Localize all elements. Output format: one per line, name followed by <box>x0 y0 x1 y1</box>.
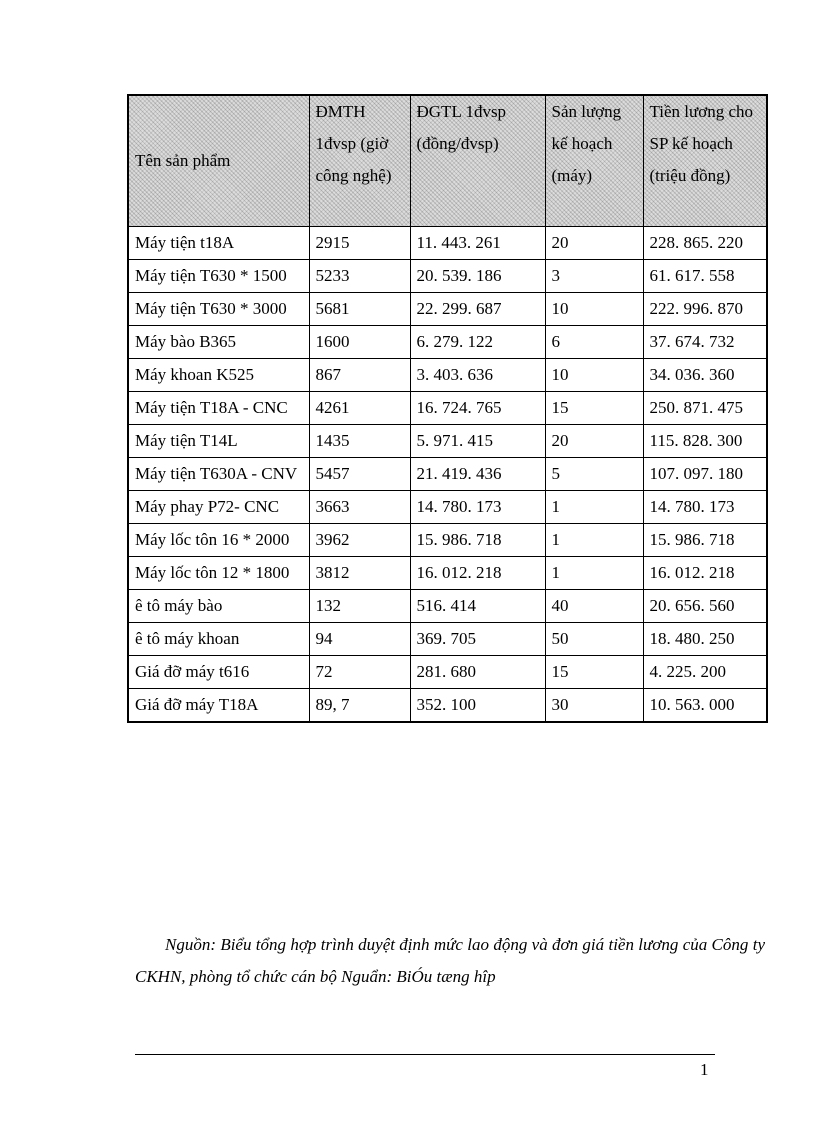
table-row <box>128 524 767 557</box>
cell-planned-wage: 34. 036. 360 <box>643 359 767 392</box>
cell-planned-wage: 4. 225. 200 <box>643 656 767 689</box>
cell-product-name: Máy lốc tôn 16 * 2000 <box>128 524 309 557</box>
cell-planned-wage: 14. 780. 173 <box>643 491 767 524</box>
table-row <box>128 359 767 392</box>
table-row <box>128 293 767 326</box>
cell-unit-wage: 20. 539. 186 <box>410 260 545 293</box>
cell-planned-wage: 10. 563. 000 <box>643 689 767 723</box>
cell-product-name: ê tô máy khoan <box>128 623 309 656</box>
cell-planned-output: 15 <box>545 656 643 689</box>
cell-product-name: Máy tiện T630A - CNV <box>128 458 309 491</box>
cell-product-name: Máy tiện T18A - CNC <box>128 392 309 425</box>
cell-planned-output: 10 <box>545 359 643 392</box>
cell-planned-output: 1 <box>545 557 643 590</box>
cell-unit-wage: 352. 100 <box>410 689 545 723</box>
table-row <box>128 260 767 293</box>
cell-product-name: Máy khoan K525 <box>128 359 309 392</box>
cell-unit-wage: 5. 971. 415 <box>410 425 545 458</box>
cell-labor-norm: 3962 <box>309 524 410 557</box>
table-row <box>128 656 767 689</box>
cell-planned-output: 1 <box>545 491 643 524</box>
header-product-name: Tên sản phẩm <box>128 95 309 227</box>
cell-planned-wage: 222. 996. 870 <box>643 293 767 326</box>
cell-planned-output: 6 <box>545 326 643 359</box>
cell-planned-output: 20 <box>545 425 643 458</box>
cell-labor-norm: 132 <box>309 590 410 623</box>
cell-unit-wage: 21. 419. 436 <box>410 458 545 491</box>
cell-product-name: ê tô máy bào <box>128 590 309 623</box>
cell-labor-norm: 5233 <box>309 260 410 293</box>
page-number: 1 <box>700 1060 709 1079</box>
cell-product-name: Máy bào B365 <box>128 326 309 359</box>
cell-planned-wage: 107. 097. 180 <box>643 458 767 491</box>
cell-labor-norm: 3812 <box>309 557 410 590</box>
cell-product-name: Máy tiện T630 * 3000 <box>128 293 309 326</box>
cell-planned-wage: 61. 617. 558 <box>643 260 767 293</box>
cell-planned-output: 20 <box>545 227 643 260</box>
header-labor-norm: ĐMTH 1đvsp (giờ công nghệ) <box>309 95 410 227</box>
cell-planned-output: 30 <box>545 689 643 723</box>
cell-planned-output: 5 <box>545 458 643 491</box>
cell-planned-wage: 15. 986. 718 <box>643 524 767 557</box>
cell-planned-wage: 20. 656. 560 <box>643 590 767 623</box>
table-row <box>128 227 767 260</box>
table-row <box>128 326 767 359</box>
cell-unit-wage: 15. 986. 718 <box>410 524 545 557</box>
cell-labor-norm: 2915 <box>309 227 410 260</box>
cell-unit-wage: 22. 299. 687 <box>410 293 545 326</box>
cell-planned-wage: 37. 674. 732 <box>643 326 767 359</box>
footer-divider <box>135 1054 715 1055</box>
cell-product-name: Máy tiện t18A <box>128 227 309 260</box>
header-planned-output: Sản lượng kế hoạch (máy) <box>545 95 643 227</box>
cell-labor-norm: 5681 <box>309 293 410 326</box>
cell-unit-wage: 16. 012. 218 <box>410 557 545 590</box>
cell-labor-norm: 5457 <box>309 458 410 491</box>
wage-table-container <box>127 94 768 723</box>
table-row <box>128 689 767 723</box>
cell-labor-norm: 89, 7 <box>309 689 410 723</box>
source-note: Nguồn: Biểu tổng hợp trình duyệt định mức lao động và đơn giá tiền lương của Công ty CKHN, phòng tổ chức cán bộ Nguẩn: BiÓu tæng hîp <box>135 935 765 986</box>
table-row <box>128 623 767 656</box>
cell-planned-wage: 250. 871. 475 <box>643 392 767 425</box>
cell-unit-wage: 6. 279. 122 <box>410 326 545 359</box>
cell-planned-wage: 228. 865. 220 <box>643 227 767 260</box>
cell-unit-wage: 369. 705 <box>410 623 545 656</box>
table-row <box>128 590 767 623</box>
cell-planned-output: 50 <box>545 623 643 656</box>
cell-planned-output: 10 <box>545 293 643 326</box>
cell-labor-norm: 3663 <box>309 491 410 524</box>
cell-unit-wage: 16. 724. 765 <box>410 392 545 425</box>
cell-planned-wage: 115. 828. 300 <box>643 425 767 458</box>
cell-labor-norm: 867 <box>309 359 410 392</box>
table-row <box>128 392 767 425</box>
cell-unit-wage: 516. 414 <box>410 590 545 623</box>
table-body <box>128 227 767 723</box>
table-row <box>128 557 767 590</box>
table-row <box>128 491 767 524</box>
cell-product-name: Giá đỡ máy T18A <box>128 689 309 723</box>
cell-planned-output: 40 <box>545 590 643 623</box>
cell-labor-norm: 4261 <box>309 392 410 425</box>
cell-labor-norm: 1435 <box>309 425 410 458</box>
table-row <box>128 425 767 458</box>
table-header-row <box>128 95 767 227</box>
cell-planned-wage: 18. 480. 250 <box>643 623 767 656</box>
cell-product-name: Giá đỡ máy t616 <box>128 656 309 689</box>
table-row <box>128 458 767 491</box>
header-planned-wage: Tiền lương cho SP kế hoạch (triệu đồng) <box>643 95 767 227</box>
cell-planned-output: 3 <box>545 260 643 293</box>
cell-product-name: Máy lốc tôn 12 * 1800 <box>128 557 309 590</box>
cell-unit-wage: 3. 403. 636 <box>410 359 545 392</box>
header-unit-wage: ĐGTL 1đvsp (đồng/đvsp) <box>410 95 545 227</box>
cell-product-name: Máy phay P72- CNC <box>128 491 309 524</box>
wage-table <box>127 94 768 723</box>
cell-labor-norm: 94 <box>309 623 410 656</box>
cell-planned-output: 15 <box>545 392 643 425</box>
cell-unit-wage: 14. 780. 173 <box>410 491 545 524</box>
cell-labor-norm: 1600 <box>309 326 410 359</box>
cell-unit-wage: 11. 443. 261 <box>410 227 545 260</box>
cell-planned-wage: 16. 012. 218 <box>643 557 767 590</box>
cell-planned-output: 1 <box>545 524 643 557</box>
cell-product-name: Máy tiện T14L <box>128 425 309 458</box>
cell-unit-wage: 281. 680 <box>410 656 545 689</box>
cell-product-name: Máy tiện T630 * 1500 <box>128 260 309 293</box>
cell-labor-norm: 72 <box>309 656 410 689</box>
